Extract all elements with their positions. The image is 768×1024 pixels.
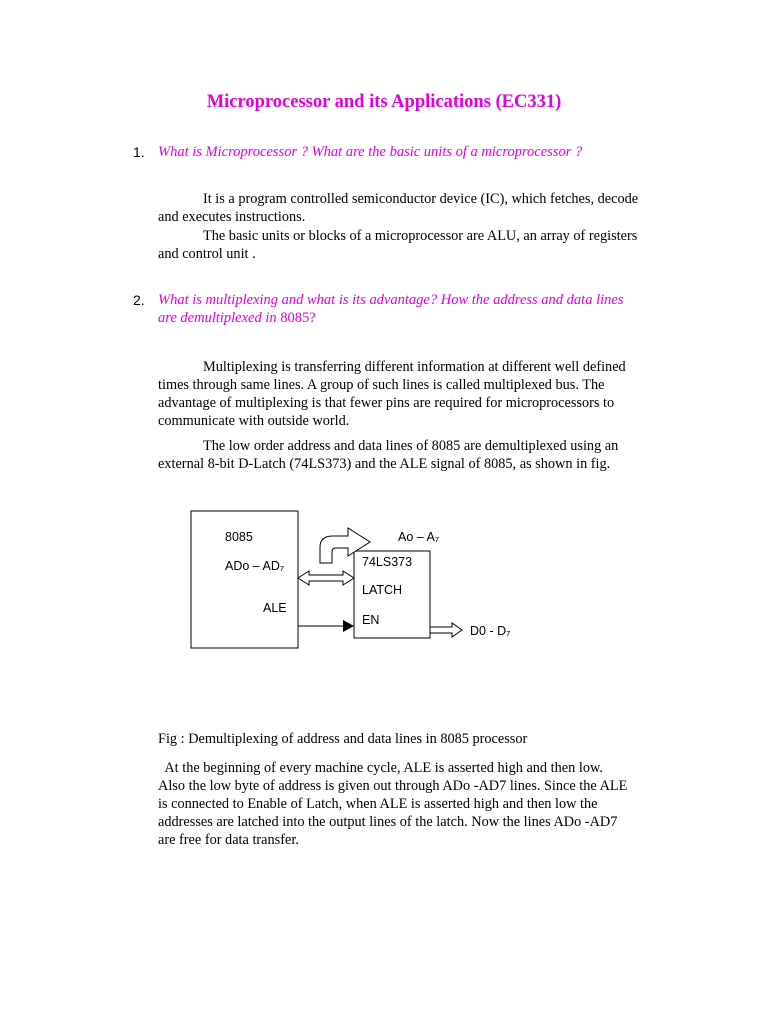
question-1-text: What is Microprocessor ? What are the basic units of a microprocessor ? (158, 144, 583, 160)
address-output-label: Ao – A₇ (398, 530, 440, 544)
answer-2-paragraph-1: Multiplexing is transferring different information at different well defined times through same lines. A group of such lines is called multiplexed bus. The advantage of multiplexing is that fewer pins are required for microprocessors to communicate with outside world. (158, 359, 626, 429)
en-label: EN (362, 613, 380, 627)
latch-label: LATCH (362, 583, 403, 597)
question-2-number: 2. (133, 292, 145, 308)
ale-label: ALE (263, 601, 287, 615)
final-paragraph: At the beginning of every machine cycle, ALE is asserted high and then low. Also the low byte of address is given out through ADo -AD7 lines. Since the ALE is connected to Enable of Latch, when ALE is asserted high and then low the addresses are latched into the output lines of the latch. Now the lines ADo -AD7 are free for data transfer. (158, 760, 628, 848)
ale-arrowhead (343, 620, 354, 632)
question-1-number: 1. (133, 144, 145, 160)
figure-caption: Fig : Demultiplexing of address and data lines in 8085 processor (158, 731, 528, 747)
answer-1-paragraph-1: It is a program controlled semiconductor device (IC), which fetches, decode and executes instructions. (158, 191, 639, 225)
ad-lines-label: ADo – AD₇ (225, 559, 285, 573)
question-2-text: What is multiplexing and what is its advantage? How the address and data lines are demultiplexed in 8085? (158, 292, 624, 326)
data-output-label: D0 - D₇ (470, 624, 511, 638)
document-title: Microprocessor and its Applications (EC331) (206, 92, 562, 112)
bus-double-arrow (298, 571, 354, 585)
answer-2-paragraph-2: The low order address and data lines of 8085 are demultiplexed using an external 8-bit D-Latch (74LS373) and the ALE signal of 8085, as shown in fig. (158, 438, 619, 472)
data-output-arrow (430, 623, 462, 637)
cpu-label: 8085 (225, 530, 253, 544)
latch-chip-label: 74LS373 (362, 555, 413, 569)
answer-1-paragraph-2: The basic units or blocks of a microprocessor are ALU, an array of registers and control unit . (158, 228, 638, 262)
